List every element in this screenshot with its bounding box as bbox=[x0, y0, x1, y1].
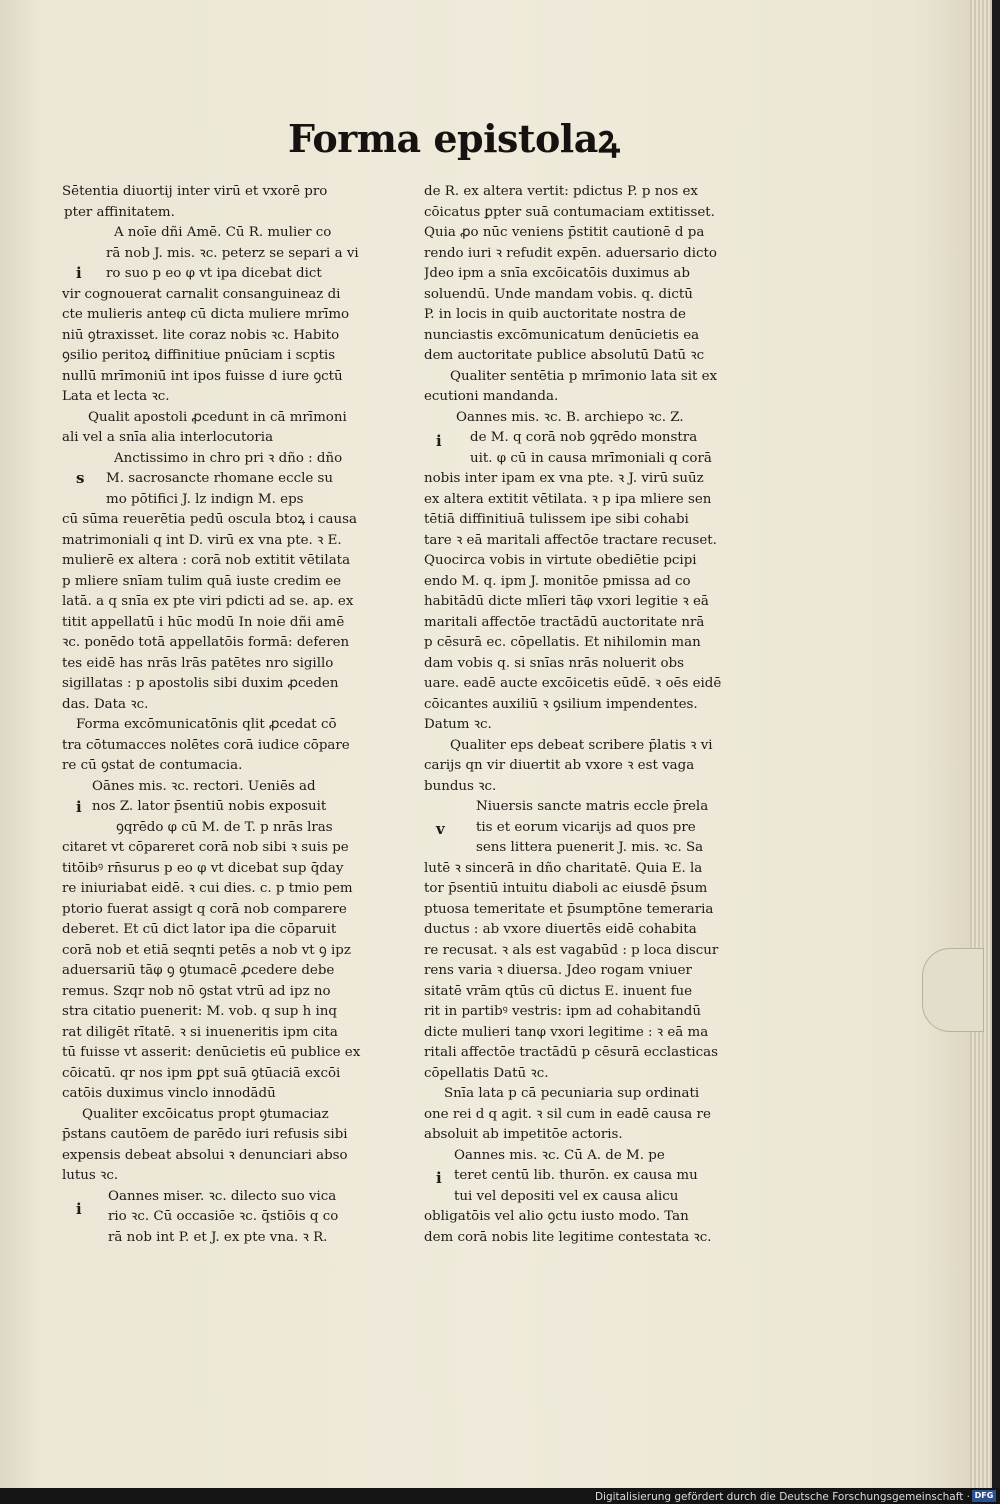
text-line: tis et eorum vicarijs ad quos pre bbox=[476, 819, 696, 835]
text-line: Qualiter sentētia p mrīmonio lata sit ex bbox=[450, 368, 718, 384]
right-column bbox=[424, 182, 764, 1248]
text-line: ductus : ab vxore diuertēs eidē cohabita bbox=[424, 922, 697, 937]
text-line: ptorio fuerat assigt q corā nob comparere bbox=[62, 901, 347, 917]
text-line: ro suo p eo φ vt ipa dicebat dict bbox=[106, 266, 322, 281]
text-line: rā nob int P. et J. ex pte vna. ꝛ R. bbox=[108, 1229, 328, 1245]
text-line: sens littera puenerit J. mis. ꝛc. Sa bbox=[476, 840, 704, 855]
text-line: Oannes mis. ꝛc. B. archiepo ꝛc. Z. bbox=[456, 409, 684, 425]
text-line: Niuersis sancte matris eccle p̄rela bbox=[476, 799, 709, 814]
guide-letter: i bbox=[76, 798, 82, 816]
text-line: Quia ꝓo nūc veniens p̄stitit cautionē d pa bbox=[424, 225, 705, 240]
text-line: tare ꝛ eā maritali affectōe tractare recuset. bbox=[424, 532, 717, 548]
text-line: Anctissimo in chro pri ꝛ dño : dño bbox=[114, 450, 343, 466]
guide-letter: s bbox=[76, 469, 85, 487]
text-line: matrimoniali q int D. virū ex vna pte. ꝛ E. bbox=[62, 532, 342, 548]
text-line: catōis duximus vinclo innodādū bbox=[62, 1086, 276, 1101]
text-line: uit. φ cū in causa mrīmoniali q corā bbox=[470, 450, 712, 466]
text-line: p mliere snīam tulim quā iuste credim ee bbox=[62, 573, 342, 589]
text-line: teret centū lib. thurōn. ex causa mu bbox=[454, 1168, 698, 1183]
text-line: nunciastis excōmunicatum denūcietis ea bbox=[424, 327, 700, 343]
left-column bbox=[62, 182, 398, 1248]
text-line: tētiā diffinitiuā tulissem ipe sibi cohabi bbox=[424, 512, 689, 527]
text-line: lutus ꝛc. bbox=[62, 1168, 119, 1183]
text-line: nobis inter ipam ex vna pte. ꝛ J. virū suūz bbox=[424, 471, 704, 486]
text-line: mo pōtifici J. lz indign M. eps bbox=[106, 491, 304, 507]
text-line: re cū ꝯstat de contumacia. bbox=[62, 758, 243, 773]
text-line: das. Data ꝛc. bbox=[62, 696, 149, 712]
text-line: aduersariū tāφ ꝯ ꝯtumacē ꝓcedere debe bbox=[62, 963, 335, 978]
text-line: Forma excōmunicatōnis qlit ꝓcedat cō bbox=[76, 717, 337, 732]
dfg-logo: DFG bbox=[972, 1490, 996, 1502]
text-line: Qualiter excōicatus propt ꝯtumaciaz bbox=[82, 1106, 329, 1122]
text-line: vir cognouerat carnalit consanguineaz di bbox=[62, 286, 341, 302]
text-line: M. sacrosancte rhomane eccle su bbox=[106, 471, 334, 486]
text-line: remus. Szqr nob nō ꝯstat vtrū ad ipz no bbox=[62, 983, 331, 999]
text-line: corā nob et etiā seqnti petēs a nob vt ꝯ ipz bbox=[62, 942, 351, 958]
text-line: Lata et lecta ꝛc. bbox=[62, 389, 170, 404]
text-line: titōibꝰ rn̄surus p eo φ vt dicebat sup q̄day bbox=[62, 860, 344, 876]
text-line: rens varia ꝛ diuersa. Jdeo rogam vniuer bbox=[424, 963, 692, 978]
text-line: obligatōis vel alio ꝯctu iusto modo. Tan bbox=[424, 1209, 689, 1224]
text-line: rendo iuri ꝛ refudit expēn. aduersario dicto bbox=[424, 245, 717, 261]
text-line: ptuosa temeritate et p̄sumptōne temeraria bbox=[424, 901, 714, 917]
guide-letter: v bbox=[436, 820, 445, 838]
text-line: re recusat. ꝛ als est vagabūd : p loca discur bbox=[424, 942, 719, 958]
text-line: Oannes miser. ꝛc. dilecto suo vica bbox=[108, 1188, 337, 1204]
text-line: dam vobis q. si snīas nrās noluerit obs bbox=[424, 655, 684, 671]
text-line: tor p̄sentiū intuitu diaboli ac eiusdē p̄sum bbox=[424, 881, 708, 896]
text-line: A noīe dñi Amē. Cū R. mulier co bbox=[114, 225, 332, 240]
text-line: rat diligēt rītatē. ꝛ si inueneritis ipm cita bbox=[62, 1024, 338, 1040]
text-line: ecutioni mandanda. bbox=[424, 389, 559, 404]
text-line: absoluit ab impetitōe actoris. bbox=[424, 1127, 623, 1142]
guide-letter: i bbox=[436, 1169, 442, 1187]
guide-letter: i bbox=[76, 264, 82, 282]
text-line: cōicatū. qr nos ipm ꝑpt suā ꝯtūaciā excōi bbox=[62, 1065, 341, 1081]
funding-credit: Digitalisierung gefördert durch die Deutsche Forschungsgemeinschaft · bbox=[594, 1491, 970, 1503]
text-line: ꝯqrēdo φ cū M. de T. p nrās lras bbox=[116, 819, 333, 835]
text-line: Quocirca vobis in virtute obediētie pcipi bbox=[424, 553, 697, 568]
text-line: nullū mrīmoniū int ipos fuisse d iure ꝯctū bbox=[62, 368, 343, 384]
text-line: ritali affectōe tractādū p cēsurā ecclasticas bbox=[424, 1045, 718, 1060]
text-line: dicte mulieri tanφ vxori legitime : ꝛ eā ma bbox=[424, 1024, 709, 1040]
text-line: lutē ꝛ sincerā in dño charitatē. Quia E. la bbox=[424, 860, 703, 876]
text-line: tū fuisse vt asserit: denūcietis eū publice ex bbox=[62, 1045, 361, 1060]
text-line: endo M. q. ipm J. monitōe pmissa ad co bbox=[424, 573, 691, 589]
text-line: rio ꝛc. Cū occasiōe ꝛc. q̄stiōis q co bbox=[108, 1209, 339, 1224]
text-line: uare. eadē aucte excōicetis eūdē. ꝛ oēs eidē bbox=[424, 676, 722, 691]
text-line: citaret vt cōpareret corā nob sibi ꝛ suis pe bbox=[62, 840, 349, 855]
text-line: Jdeo ipm a snīa excōicatōis duximus ab bbox=[424, 266, 690, 281]
text-line: cōicatus ꝑpter suā contumaciam extitisset. bbox=[424, 204, 715, 220]
text-line: stra citatio puenerit: M. vob. q sup h inq bbox=[62, 1004, 337, 1019]
text-line: latā. a q snīa ex pte viri pdicti ad se. ap. ex bbox=[62, 594, 354, 609]
page-edge bbox=[970, 0, 992, 1488]
text-line: ꝯsilio peritoꝝ diffinitiue pnūciam i scptis bbox=[62, 348, 336, 363]
text-line: niū ꝯtraxisset. lite coraz nobis ꝛc. Habito bbox=[62, 327, 340, 343]
text-line: de R. ex altera vertit: pdictus P. p nos ex bbox=[424, 184, 698, 199]
text-line: Oānes mis. ꝛc. rectori. Ueniēs ad bbox=[92, 778, 316, 794]
text-line: soluendū. Unde mandam vobis. q. dictū bbox=[424, 286, 693, 302]
text-line: nos Z. lator p̄sentiū nobis exposuit bbox=[92, 799, 327, 814]
text-line: ex altera extitit vētilata. ꝛ p ipa mliere sen bbox=[424, 491, 712, 507]
text-line: P. in locis in quib auctoritate nostra de bbox=[424, 307, 686, 322]
text-line: rit in partibꝰ vestris: ipm ad cohabitandū bbox=[424, 1004, 701, 1019]
text-line: cōpellatis Datū ꝛc. bbox=[424, 1065, 549, 1081]
text-line: tra cōtumacces nolētes corā iudice cōpare bbox=[62, 737, 350, 753]
guide-letter: i bbox=[436, 432, 442, 450]
text-line: cōicantes auxiliū ꝛ ꝯsilium impendentes. bbox=[424, 696, 698, 712]
text-line: one rei d q agit. ꝛ sil cum in eadē causa re bbox=[424, 1106, 711, 1122]
text-line: Oannes mis. ꝛc. Cū A. de M. pe bbox=[454, 1147, 665, 1163]
text-line: bundus ꝛc. bbox=[424, 778, 497, 794]
text-line: dem corā nobis lite legitime contestata ꝛc. bbox=[424, 1229, 712, 1245]
text-line: Snīa lata p cā pecuniaria sup ordinati bbox=[444, 1086, 700, 1101]
text-line: de M. q corā nob ꝯqrēdo monstra bbox=[470, 430, 698, 445]
text-line: sigillatas : p apostolis sibi duxim ꝓceden bbox=[62, 676, 339, 691]
text-line: carijs qn vir diuertit ab vxore ꝛ est vaga bbox=[424, 758, 695, 773]
text-line: sitatē vrām qtūs cū dictus E. inuent fue bbox=[424, 983, 693, 999]
text-line: expensis debeat absolui ꝛ denunciari abso bbox=[62, 1147, 348, 1163]
text-line: tes eidē has nrās lrās patētes nro sigillo bbox=[62, 655, 334, 671]
text-line: Datum ꝛc. bbox=[424, 717, 492, 732]
text-line: maritali affectōe tractādū auctoritate nrā bbox=[424, 614, 705, 630]
text-line: rā nob J. mis. ꝛc. peterz se separi a vi bbox=[106, 245, 359, 261]
page-clip bbox=[922, 948, 984, 1032]
text-line: deberet. Et cū dict lator ipa die cōparuit bbox=[62, 922, 337, 937]
text-line: titit appellatū i hūc modū In noie dñi amē bbox=[62, 614, 345, 630]
text-line: cte mulieris anteφ cū dicta muliere mrīmo bbox=[62, 307, 350, 322]
text-line: cū sūma reuerētia pedū oscula btoꝝ i causa bbox=[62, 512, 357, 527]
text-line: pter affinitatem. bbox=[64, 204, 175, 220]
text-line: mulierē ex altera : corā nob extitit vētilata bbox=[62, 553, 351, 568]
guide-letter: i bbox=[76, 1200, 82, 1218]
text-line: dem auctoritate publice absolutū Datū ꝛc bbox=[424, 348, 705, 363]
text-line: ꝛc. ponēdo totā appellatōis formā: deferen bbox=[62, 635, 350, 650]
text-line: Sētentia diuortij inter virū et vxorē pro bbox=[62, 184, 328, 199]
page-heading: Forma epistolaꝝ bbox=[288, 116, 620, 161]
text-line: p cēsurā ec. cōpellatis. Et nihilomin man bbox=[424, 635, 701, 650]
text-line: tui vel depositi vel ex causa alicu bbox=[454, 1188, 679, 1204]
text-line: habitādū dicte mlīeri tāφ vxori legitie ꝛ eā bbox=[424, 594, 709, 609]
text-line: Qualit apostoli ꝓcedunt in cā mrīmoni bbox=[88, 409, 347, 425]
text-line: p̄stans cautōem de parēdo iuri refusis sibi bbox=[62, 1127, 348, 1142]
text-line: Qualiter eps debeat scribere p̄latis ꝛ vi bbox=[450, 737, 713, 753]
text-line: ali vel a snīa alia interlocutoria bbox=[62, 430, 274, 445]
text-line: re iniuriabat eidē. ꝛ cui dies. c. p tmio pem bbox=[62, 881, 353, 896]
